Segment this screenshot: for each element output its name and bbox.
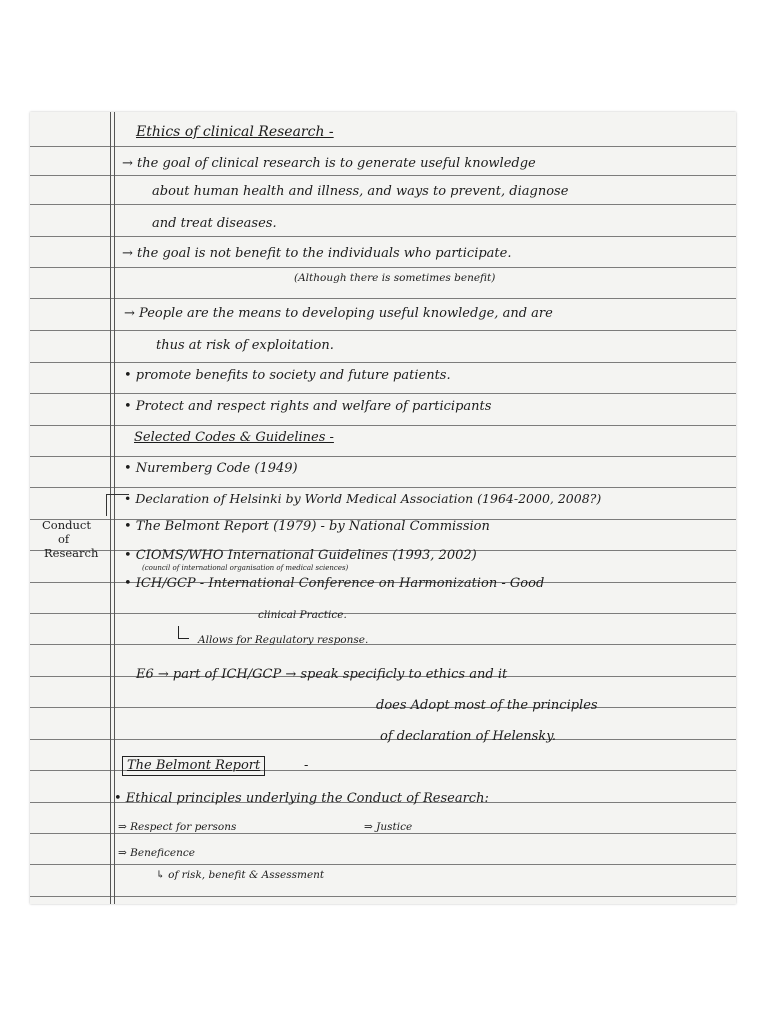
ruled-line xyxy=(30,393,736,394)
ruled-line xyxy=(30,644,736,645)
side-note-line: Conduct xyxy=(42,518,91,532)
code-item: • ICH/GCP - International Conference on Harmonization - Good xyxy=(124,576,545,591)
note-line: thus at risk of exploitation. xyxy=(156,338,334,353)
section-heading: Selected Codes & Guidelines - xyxy=(134,430,334,445)
ruled-line xyxy=(30,456,736,457)
ruled-line xyxy=(30,896,736,897)
ruled-line xyxy=(30,833,736,834)
ruled-line xyxy=(30,267,736,268)
note-line: does Adopt most of the principles xyxy=(376,698,598,713)
principle-item: ⇒ Respect for persons xyxy=(118,821,237,833)
code-subpoint: Allows for Regulatory response. xyxy=(198,634,369,646)
note-aside: (Although there is sometimes benefit) xyxy=(294,272,496,284)
section-heading-boxed: The Belmont Report xyxy=(122,756,265,776)
note-line: E6 → part of ICH/GCP → speak specificly to ethics and it xyxy=(136,667,508,682)
code-item: • The Belmont Report (1979) - by National Commission xyxy=(124,519,490,534)
principle-subpoint: ↳ of risk, benefit & Assessment xyxy=(156,869,325,881)
ruled-line xyxy=(30,146,736,147)
ruled-line xyxy=(30,236,736,237)
note-line: and treat diseases. xyxy=(152,216,277,231)
note-line: → People are the means to developing useful knowledge, and are xyxy=(124,306,553,321)
heading-dash: - xyxy=(304,758,309,773)
side-note-line: of xyxy=(58,532,70,546)
ruled-line xyxy=(30,298,736,299)
ruled-line xyxy=(30,175,736,176)
principle-item: ⇒ Beneficence xyxy=(118,847,195,859)
bullet-item: • Ethical principles underlying the Conduct of Research: xyxy=(114,791,489,806)
code-item: • CIOMS/WHO International Guidelines (1993, 2002) xyxy=(124,548,477,563)
page-title: Ethics of clinical Research - xyxy=(136,124,334,140)
ruled-line xyxy=(30,330,736,331)
principle-item: ⇒ Justice xyxy=(364,821,413,833)
code-item: • Declaration of Helsinki by World Medical Association (1964-2000, 2008?) xyxy=(124,491,602,506)
arrow-hook-icon xyxy=(178,626,189,639)
code-item: • Nuremberg Code (1949) xyxy=(124,461,298,476)
ruled-line xyxy=(30,864,736,865)
bullet-item: • Protect and respect rights and welfare of participants xyxy=(124,399,492,414)
ruled-line xyxy=(30,362,736,363)
note-line: of declaration of Helensky. xyxy=(380,729,556,744)
code-continuation: clinical Practice. xyxy=(258,609,347,621)
notebook-page xyxy=(30,112,736,904)
code-footnote: (council of international organisation of medical sciences) xyxy=(142,564,349,572)
note-line: → the goal is not benefit to the individuals who participate. xyxy=(122,246,512,261)
side-note-line: Research xyxy=(44,546,99,560)
bracket-icon xyxy=(106,494,129,509)
ruled-line xyxy=(30,613,736,614)
note-line: → the goal of clinical research is to generate useful knowledge xyxy=(122,156,536,171)
note-line: about human health and illness, and ways to prevent, diagnose xyxy=(152,184,569,199)
ruled-line xyxy=(30,204,736,205)
ruled-line xyxy=(30,425,736,426)
ruled-line xyxy=(30,487,736,488)
bullet-item: • promote benefits to society and future patients. xyxy=(124,368,451,383)
